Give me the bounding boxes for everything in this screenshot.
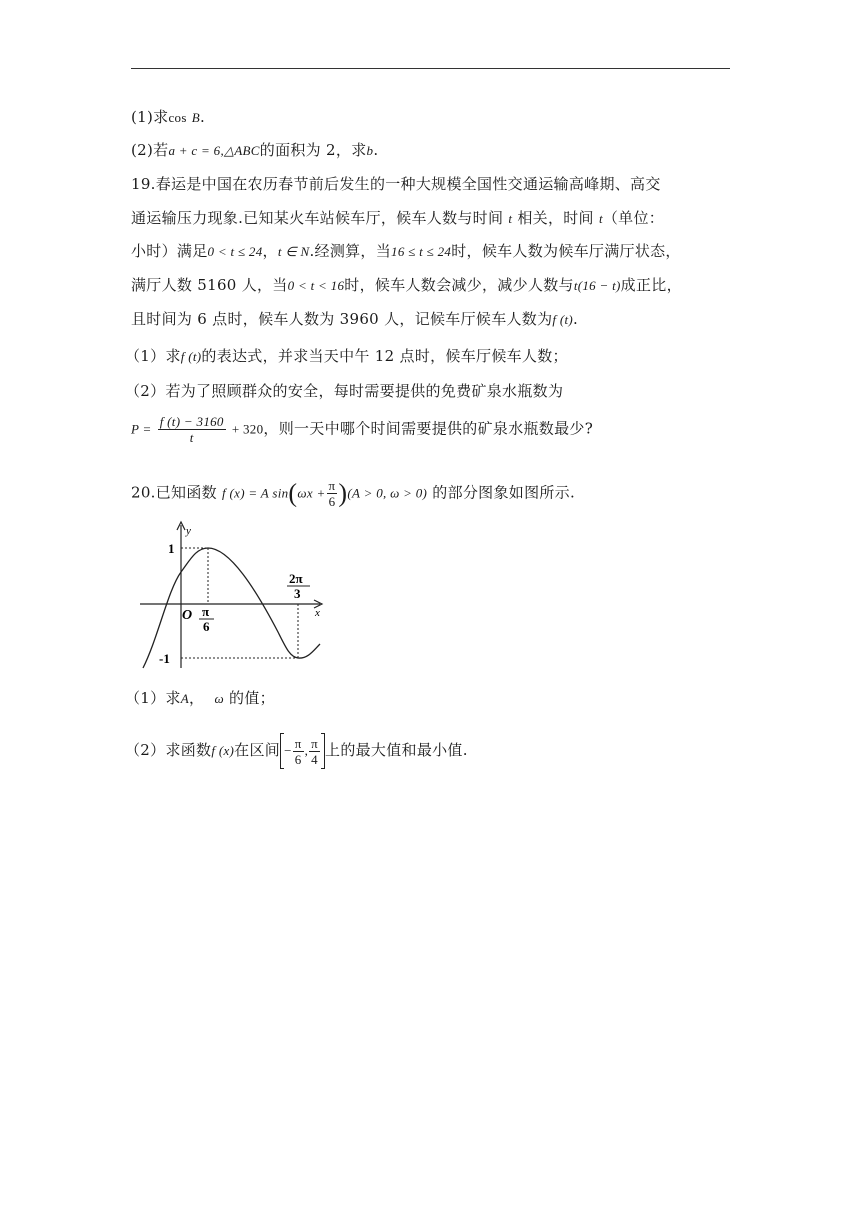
q19-line5: 且时间为 6 点时，候车人数为 3960 人，记候车厅候车人数为f (t). [131, 310, 579, 328]
q19-sub2: （2）若为了照顾群众的安全，每时需要提供的免费矿泉水瓶数为 [125, 382, 564, 400]
y-axis-label: y [186, 525, 191, 537]
q19-formula: P = $\frac{f (t) - 3160}{t}$ + 320，则一天中哪个时间需要提供的矿泉水瓶数最少? [131, 414, 594, 445]
tick-2pi3-num: 2π [289, 571, 303, 586]
q19-sub1: （1）求f (t)的表达式，并求当天中午 12 点时，候车厅候车人数； [125, 347, 568, 365]
tick-pi6-num: π [202, 604, 210, 619]
y-axis [177, 522, 185, 668]
tick-pi6-den: 6 [203, 619, 210, 634]
q19-fraction: $\frac{f (t) - 3160}{t}$ [159, 414, 224, 445]
q20-sub1: （1）求A， ω 的值； [125, 689, 275, 707]
origin-label: O [182, 608, 193, 623]
q18-part1: (1)求cos B. [131, 108, 206, 126]
tick-label-1: 1 [168, 541, 175, 556]
q19-line1: 19.春运是中国在农历春节前后发生的一种大规模全国性交通运输高峰期、高交 [131, 175, 661, 193]
sine-curve [143, 548, 320, 668]
tick-label-neg1: -1 [159, 651, 170, 666]
tick-2pi3-den: 3 [294, 586, 301, 601]
q18-part2: (2)若a + c = 6,△ABC的面积为 2，求b. [131, 141, 379, 159]
sine-graph [138, 520, 338, 670]
q19-line4: 满厅人数 5160 人，当0 < t < 16时，候车人数会减少，减少人数与t(16 − t)成正比， [131, 276, 682, 294]
q19-line3: 小时）满足0 < t ≤ 24，t ∈ N.经测算，当16 ≤ t ≤ 24时，候车人数为候车厅满厅状态， [131, 242, 681, 260]
x-axis-label: x [315, 607, 320, 619]
header-rule [131, 68, 730, 69]
q20-sub2: （2）求函数f (x)在区间 − $\frac{\pi}{6}$ , $\frac{\pi}{4}$ 上的最大值和最小值. [125, 733, 468, 769]
q19-line2: 通运输压力现象.已知某火车站候车厅，候车人数与时间 t 相关，时间 t（单位： [131, 209, 665, 227]
q20-statement: 20.已知函数 f (x) = A sin(ωx + $\frac{\pi}{6}$ )(A > 0, ω > 0) 的部分图象如图所示. [131, 478, 576, 509]
